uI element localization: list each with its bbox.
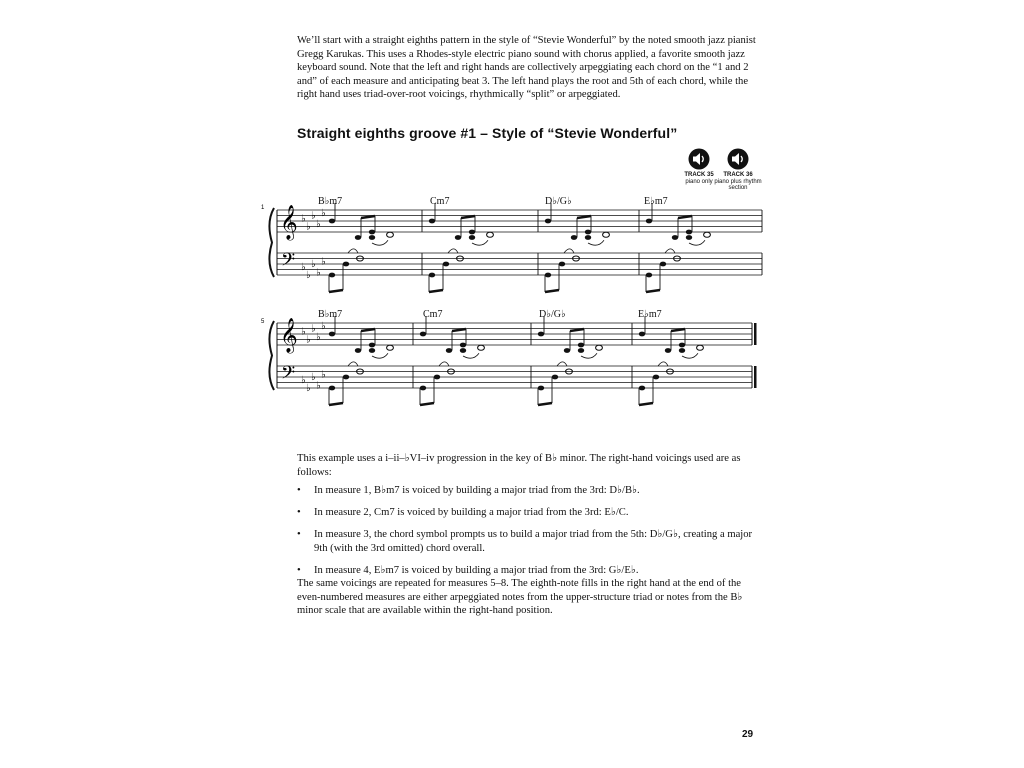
grand-staff-system-2: [269, 316, 756, 405]
tie: [665, 249, 675, 253]
intro-paragraph: We’ll start with a straight eighths pattern in the style of “Stevie Wonderful” by the noted smooth jazz pianist Gregg Karukas. This uses a Rhodes-style electric piano sound with chorus applied, a favorite smooth jazz keyboard sound. Note that the left and right hands are collectively arpeggiating each chord on the “1 and 2 and” of each measure and anticipating beat 3. The left hand plays the root and 5th of each chord, while the right hand uses triad-over-root voicings, rhythmically “split” or arpeggiated.: [297, 35, 756, 100]
flat-sign: ♭: [316, 267, 321, 279]
note-head: [660, 262, 666, 267]
tie: [348, 362, 358, 366]
note-head: [585, 235, 591, 240]
note-head: [646, 273, 652, 278]
chord-symbol: B♭m7: [318, 196, 343, 207]
chord-symbol: D♭/G♭: [539, 309, 566, 320]
note-head: [578, 348, 584, 353]
track-desc: piano only: [685, 178, 713, 185]
chord-symbol: Cm7: [430, 196, 450, 207]
note-head: [369, 230, 375, 235]
measure-number: 5: [261, 319, 265, 325]
flat-sign: ♭: [306, 221, 311, 233]
treble-clef: 𝄞: [280, 318, 298, 353]
note-head: [355, 235, 361, 240]
note-head: [545, 219, 551, 224]
note-head: [369, 235, 375, 240]
explanation-paragraph: This example uses a i–ii–♭VI–iv progression in the key of B♭ minor. The right-hand voicings used are as follows:: [297, 453, 741, 478]
half-note: [487, 232, 494, 237]
note-head: [639, 332, 645, 337]
brace: [269, 208, 274, 277]
grand-staff-system-1: [269, 203, 762, 292]
flat-sign: ♭: [321, 320, 326, 332]
flat-sign: ♭: [316, 331, 321, 343]
flat-sign: ♭: [301, 374, 306, 386]
note-head: [639, 386, 645, 391]
track-label: TRACK 36: [723, 172, 753, 178]
tie: [658, 362, 668, 366]
tie: [682, 353, 698, 358]
note-beam: [429, 290, 443, 292]
note-beam: [329, 403, 343, 405]
tie: [463, 353, 479, 358]
flat-sign: ♭: [321, 256, 326, 268]
final-barline: [754, 323, 757, 345]
chord-symbol: Cm7: [423, 309, 443, 320]
flat-sign: ♭: [311, 372, 316, 383]
chord-symbol: B♭m7: [318, 309, 343, 320]
track-desc: piano plus rhythm section: [714, 178, 762, 191]
note-head: [672, 235, 678, 240]
note-beam: [461, 216, 475, 218]
note-head: [460, 348, 466, 353]
list-item: • In measure 4, E♭m7 is voiced by building a major triad from the 3rd: G♭/E♭.: [297, 564, 639, 576]
voicing-list: [297, 484, 767, 586]
note-head: [343, 262, 349, 267]
flat-sign: ♭: [311, 323, 316, 335]
note-head: [329, 219, 335, 224]
note-head: [329, 386, 335, 391]
brace: [269, 321, 274, 390]
list-item: • In measure 2, Cm7 is voiced by building a major triad from the 3rd: E♭/C.: [297, 507, 629, 518]
note-head: [686, 230, 692, 235]
bass-clef: 𝄢: [281, 250, 296, 275]
flat-sign: ♭: [316, 380, 321, 392]
note-beam: [452, 329, 466, 331]
note-head: [559, 262, 565, 267]
note-head: [686, 235, 692, 240]
flat-sign: ♭: [301, 326, 306, 338]
flat-sign: ♭: [306, 334, 311, 346]
tie: [557, 362, 567, 366]
note-head: [571, 235, 577, 240]
note-head: [665, 348, 671, 353]
tie: [448, 249, 458, 253]
tie: [372, 353, 388, 358]
chord-symbol: E♭m7: [644, 196, 668, 207]
flat-sign: ♭: [311, 259, 316, 270]
flat-sign: ♭: [321, 207, 326, 219]
flat-sign: ♭: [316, 218, 321, 230]
note-head: [460, 343, 466, 348]
note-beam: [577, 216, 591, 218]
note-beam: [545, 290, 559, 292]
measure-number: 1: [261, 205, 265, 211]
note-head: [369, 348, 375, 353]
note-head: [538, 332, 544, 337]
closing-paragraph: The same voicings are repeated for measures 5–8. The eighth-note fills in the right hand at the end of the even-numbered measures are either arpeggiated notes from the upper-structure triad or notes from the B♭ minor scale that are available within the right-hand position.: [297, 578, 743, 616]
note-head: [646, 219, 652, 224]
half-note: [596, 345, 603, 350]
page-number: 29: [742, 729, 754, 740]
note-beam: [671, 329, 685, 331]
list-item: • In measure 1, B♭m7 is voiced by building a major triad from the 3rd: D♭/B♭.: [297, 485, 640, 496]
tie: [689, 240, 705, 245]
note-beam: [646, 290, 660, 292]
note-head: [545, 273, 551, 278]
note-head: [585, 230, 591, 235]
final-barline: [754, 366, 757, 388]
tie: [588, 240, 604, 245]
half-note: [478, 345, 485, 350]
half-note: [387, 345, 394, 350]
note-head: [469, 235, 475, 240]
note-head: [443, 262, 449, 267]
flat-sign: ♭: [301, 261, 306, 273]
note-beam: [639, 403, 653, 405]
tie: [348, 249, 358, 253]
note-head: [564, 348, 570, 353]
tie: [372, 240, 388, 245]
treble-clef: 𝄞: [280, 205, 298, 240]
note-head: [434, 375, 440, 380]
note-head: [578, 343, 584, 348]
note-head: [420, 386, 426, 391]
note-head: [455, 235, 461, 240]
note-beam: [678, 216, 692, 218]
note-beam: [538, 403, 552, 405]
note-beam: [420, 403, 434, 405]
flat-sign: ♭: [301, 213, 306, 225]
note-head: [679, 343, 685, 348]
list-item: • In measure 3, the chord symbol prompts us to build a major triad from the 5th: D♭/G♭, creating a major 9th (with the 3rd omitted) chord overall.: [297, 529, 753, 554]
note-head: [429, 219, 435, 224]
chord-symbol: E♭m7: [638, 309, 662, 320]
note-head: [538, 386, 544, 391]
note-head: [469, 230, 475, 235]
note-head: [420, 332, 426, 337]
half-note: [603, 232, 610, 237]
note-head: [355, 348, 361, 353]
note-beam: [329, 290, 343, 292]
note-beam: [361, 329, 375, 331]
tie: [581, 353, 597, 358]
note-head: [446, 348, 452, 353]
tie: [564, 249, 574, 253]
half-note: [704, 232, 711, 237]
note-head: [329, 332, 335, 337]
note-head: [343, 375, 349, 380]
note-beam: [570, 329, 584, 331]
note-head: [429, 273, 435, 278]
note-head: [552, 375, 558, 380]
note-head: [679, 348, 685, 353]
chord-symbol: D♭/G♭: [545, 196, 572, 207]
section-title: Straight eighths groove #1 – Style of “Stevie Wonderful”: [297, 125, 678, 141]
note-head: [329, 273, 335, 278]
bass-clef: 𝄢: [281, 363, 296, 388]
tie: [439, 362, 449, 366]
flat-sign: ♭: [311, 210, 316, 222]
note-head: [369, 343, 375, 348]
note-beam: [361, 216, 375, 218]
half-note: [697, 345, 704, 350]
flat-sign: ♭: [306, 383, 311, 394]
tie: [472, 240, 488, 245]
note-head: [653, 375, 659, 380]
track-label: TRACK 35: [684, 172, 714, 178]
flat-sign: ♭: [306, 270, 311, 281]
flat-sign: ♭: [321, 369, 326, 381]
half-note: [387, 232, 394, 237]
